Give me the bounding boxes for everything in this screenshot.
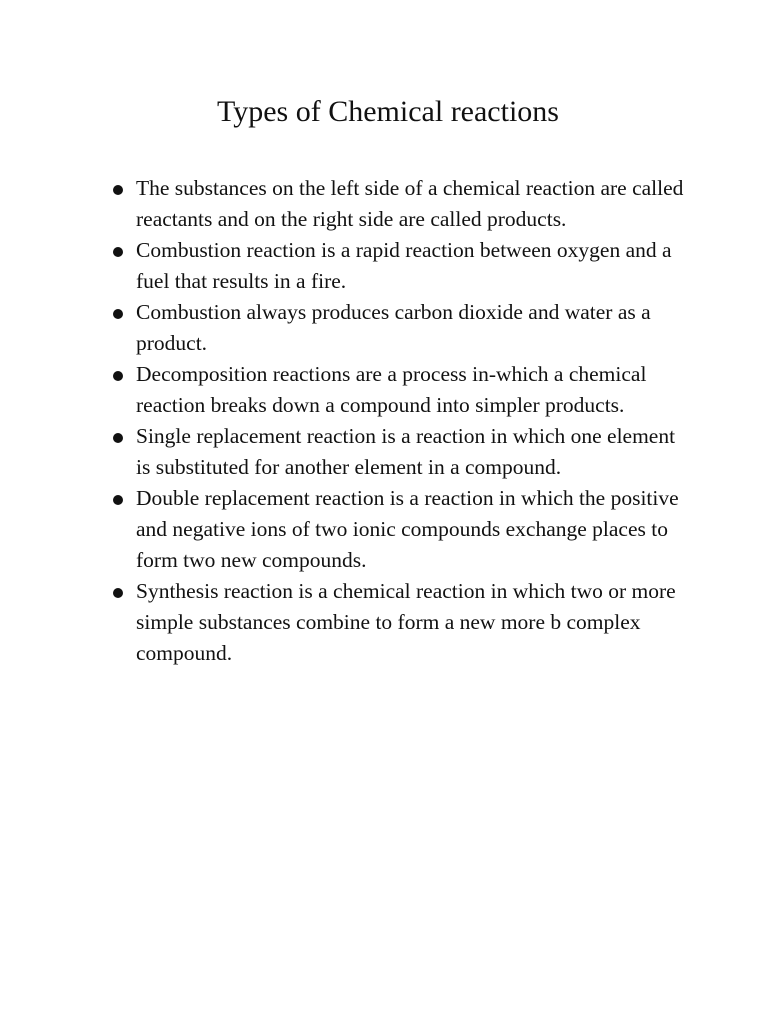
list-item — [110, 173, 690, 235]
bullet-list — [110, 173, 690, 669]
list-item — [110, 483, 690, 576]
list-item-text: Single replacement reaction is a reaction in which one element is substituted for another element in a compound. — [136, 424, 676, 479]
list-item-text: Double replacement reaction is a reaction in which the positive and negative ions of two ionic compounds exchange places to form two new compounds. — [136, 486, 679, 572]
list-item — [110, 421, 690, 483]
list-item-text: Combustion always produces carbon dioxide and water as a product. — [136, 300, 651, 355]
document-title: Types of Chemical reactions — [217, 95, 559, 128]
list-item-text: Synthesis reaction is a chemical reaction in which two or more simple substances combine to form a new more b complex compound. — [136, 579, 676, 665]
list-item-text: Decomposition reactions are a process in-which a chemical reaction breaks down a compound into simpler products. — [136, 362, 647, 417]
list-item-text: The substances on the left side of a chemical reaction are called reactants and on the right side are called products. — [136, 176, 684, 231]
bullet-icon — [113, 433, 123, 443]
list-item — [110, 235, 690, 297]
list-item — [110, 359, 690, 421]
list-item-text: Combustion reaction is a rapid reaction between oxygen and a fuel that results in a fire. — [136, 238, 672, 293]
bullet-icon — [113, 371, 123, 381]
list-item — [110, 576, 690, 669]
list-item — [110, 297, 690, 359]
bullet-icon — [113, 185, 123, 195]
bullet-icon — [113, 309, 123, 319]
bullet-icon — [113, 495, 123, 505]
bullet-icon — [113, 588, 123, 598]
bullet-icon — [113, 247, 123, 257]
